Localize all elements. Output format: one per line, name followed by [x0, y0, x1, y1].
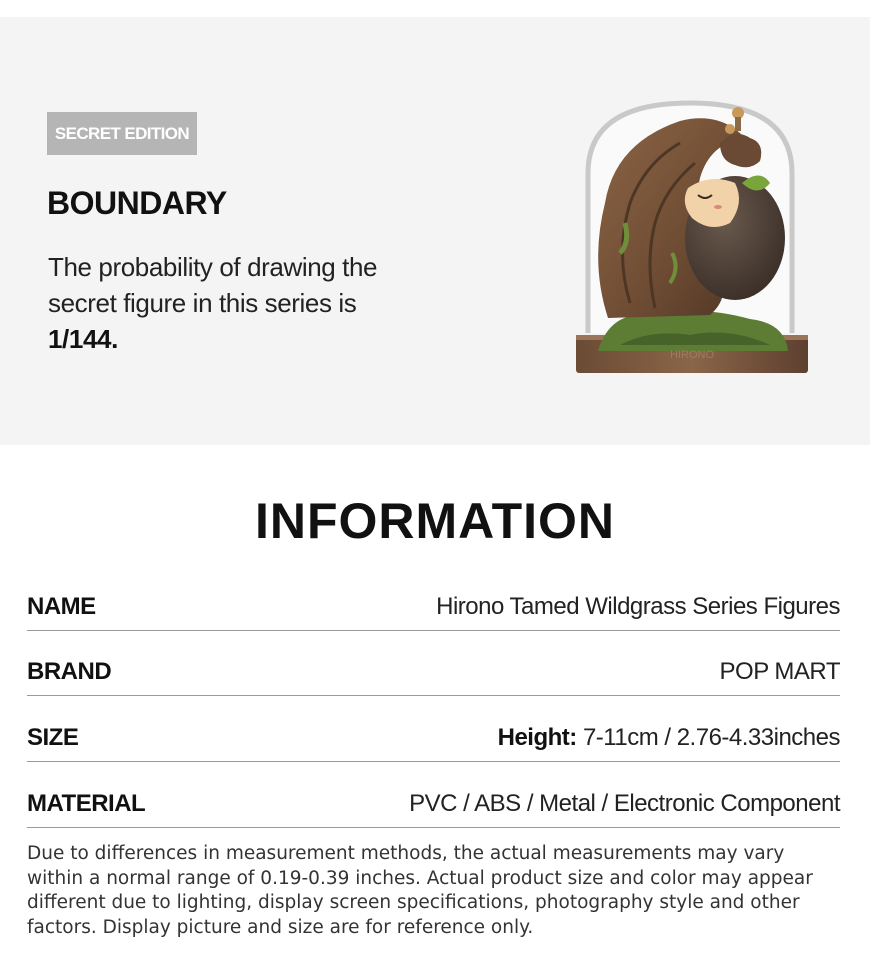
secret-edition-panel — [0, 17, 870, 445]
figure-image — [560, 83, 820, 383]
spec-row-material — [27, 762, 840, 828]
spec-value-text: 7-11cm / 2.76-4.33inches — [582, 724, 840, 751]
spec-row-brand — [27, 630, 840, 696]
spec-row-name — [27, 565, 840, 631]
spec-value: POP MART — [719, 658, 840, 685]
secret-edition-badge: SECRET EDITION — [47, 112, 197, 155]
measurement-disclaimer: Due to differences in measurement methods, the actual measurements may vary within a normal range of 0.19-0.39 inches. Actual product size and color may appear different due to lighting, display screen specifications, photography style and other factors. Display picture and size are for reference only. — [27, 843, 813, 938]
spec-value-label: Height: — [497, 724, 577, 751]
information-title: INFORMATION — [254, 493, 616, 549]
probability-text — [48, 249, 428, 357]
probability-value: 1/144. — [48, 324, 118, 354]
spec-label: MATERIAL — [27, 790, 146, 817]
base-engraving: HIRONO — [670, 349, 714, 361]
spec-row-size — [27, 696, 840, 762]
probability-description: The probability of drawing the secret figure in this series is — [48, 252, 378, 318]
spec-value — [498, 724, 840, 752]
spec-value: Hirono Tamed Wildgrass Series Figures — [436, 593, 840, 620]
spec-label: SIZE — [27, 724, 79, 751]
spec-value: PVC / ABS / Metal / Electronic Component — [409, 790, 840, 817]
figure-name: BOUNDARY — [47, 185, 227, 221]
spec-label: BRAND — [27, 658, 112, 685]
spec-label: NAME — [27, 593, 96, 620]
